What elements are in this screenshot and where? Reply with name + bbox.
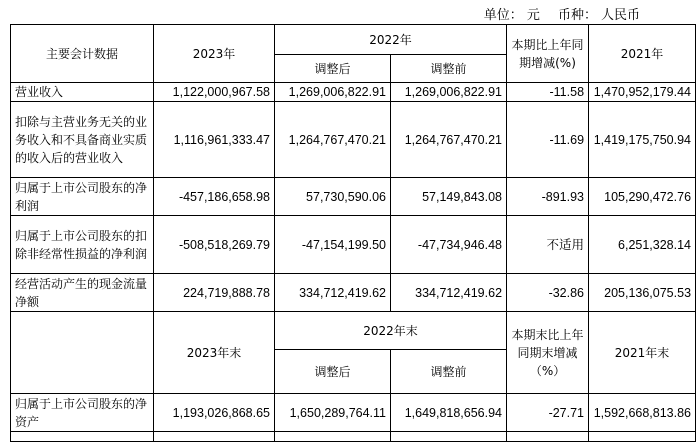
cell-change: -11.69 <box>507 102 589 178</box>
header-2022: 2022年 <box>275 25 507 55</box>
cell-2023: 224,719,888.78 <box>154 274 275 312</box>
cell-adjusted-before: 1,269,006,822.91 <box>391 83 507 102</box>
header-2022-end: 2022年末 <box>275 312 507 350</box>
row-label: 经营活动产生的现金流量净额 <box>11 274 154 312</box>
unit-line <box>480 4 640 23</box>
cell-2023: -457,186,658.98 <box>154 178 275 216</box>
cell-2023: 1,122,000,967.58 <box>154 83 275 102</box>
cell-adjusted-before: -47,734,946.48 <box>391 216 507 274</box>
cell-change: 不适用 <box>507 216 589 274</box>
currency-label: 币种： <box>557 8 597 23</box>
cell-2021: 1,470,952,179.44 <box>589 83 696 102</box>
header-2021: 2021年 <box>589 25 696 83</box>
cell-2021: 205,136,075.53 <box>589 274 696 312</box>
row-label: 归属于上市公司股东的扣除非经常性损益的净利润 <box>11 216 154 274</box>
cell-2021: 6,251,328.14 <box>589 216 696 274</box>
header-change: 本期比上年同期增减(%) <box>507 25 589 83</box>
header-item: 主要会计数据 <box>11 25 154 83</box>
header-adjusted-after: 调整后 <box>275 55 391 83</box>
cell-change: -27.71 <box>507 394 589 432</box>
cell-adjusted-after: 334,712,419.62 <box>275 274 391 312</box>
table-row <box>11 178 696 216</box>
row-label: 归属于上市公司股东的净利润 <box>11 178 154 216</box>
header-adjusted-before: 调整前 <box>391 55 507 83</box>
row-label: 营业收入 <box>11 83 154 102</box>
unit-label: 单位： <box>483 8 523 23</box>
header-2023-end: 2023年末 <box>154 312 275 394</box>
table-row <box>11 394 696 432</box>
row-label: 归属于上市公司股东的净资产 <box>11 394 154 432</box>
cell-adjusted-before: 57,149,843.08 <box>391 178 507 216</box>
cell-2023: 1,116,961,333.47 <box>154 102 275 178</box>
header-adjusted-after: 调整后 <box>275 350 391 394</box>
cell-change: -11.58 <box>507 83 589 102</box>
row-label: 扣除与主营业务无关的业务收入和不具备商业实质的收入后的营业收入 <box>11 102 154 178</box>
table-row <box>11 83 696 102</box>
table-row <box>11 274 696 312</box>
cell-2021: 105,290,472.76 <box>589 178 696 216</box>
header-row <box>11 312 696 350</box>
header-2021-end: 2021年末 <box>589 312 696 394</box>
cell-2021: 1,592,668,813.86 <box>589 394 696 432</box>
cell-adjusted-after: 1,264,767,470.21 <box>275 102 391 178</box>
cell-adjusted-before: 1,649,818,656.94 <box>391 394 507 432</box>
cell-change: -891.93 <box>507 178 589 216</box>
financial-data-table <box>10 24 696 442</box>
cell-2023: -508,518,269.79 <box>154 216 275 274</box>
cell-adjusted-after: 57,730,590.06 <box>275 178 391 216</box>
cell-adjusted-after: 1,650,289,764.11 <box>275 394 391 432</box>
cell-adjusted-before: 1,264,767,470.21 <box>391 102 507 178</box>
header-change-end: 本期末比上年同期末增减（%） <box>507 312 589 394</box>
header-adjusted-before: 调整前 <box>391 350 507 394</box>
header-empty <box>11 312 154 394</box>
currency-value: 人民币 <box>600 8 640 23</box>
cell-adjusted-before: 334,712,419.62 <box>391 274 507 312</box>
table-row <box>11 102 696 178</box>
table-row <box>11 216 696 274</box>
cell-2023: 1,193,026,868.65 <box>154 394 275 432</box>
cell-change: -32.86 <box>507 274 589 312</box>
header-row <box>11 25 696 55</box>
cell-adjusted-after: 1,269,006,822.91 <box>275 83 391 102</box>
cell-adjusted-after: -47,154,199.50 <box>275 216 391 274</box>
cell-2021: 1,419,175,750.94 <box>589 102 696 178</box>
unit-value: 元 <box>526 8 540 23</box>
header-2023: 2023年 <box>154 25 275 83</box>
